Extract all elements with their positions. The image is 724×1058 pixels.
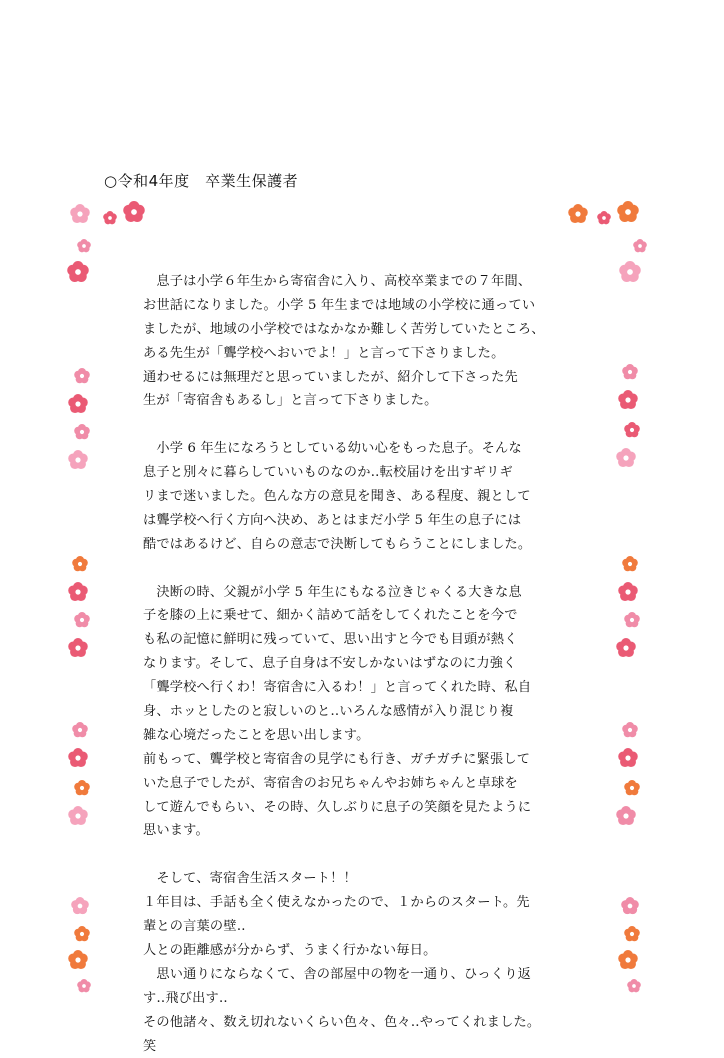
text-line: す‥飛び出す‥ [143, 987, 595, 1011]
flower-icon [624, 926, 640, 942]
text-line: 酷ではあるけど、自らの意志で決断してもらうことにしました。 [143, 533, 595, 557]
flower-icon [622, 364, 638, 380]
flower-icon [624, 780, 640, 796]
flower-icon [77, 239, 91, 253]
text-line: 前もって、聾学校と寄宿舎の見学にも行き、ガチガチに緊張して [143, 748, 595, 772]
flower-icon [71, 897, 89, 915]
text-line: なります。そして、息子自身は不安しかないはずなのに力強く [143, 652, 595, 676]
flower-icon [68, 950, 88, 970]
flower-icon [618, 582, 638, 602]
paragraph-gap [143, 413, 595, 437]
text-line: 身、ホッとしたのと寂しいのと‥いろんな感情が入り混じり複 [143, 700, 595, 724]
text-line: いた息子でしたが、寄宿舎のお兄ちゃんやお姉ちゃんと卓球を [143, 772, 595, 796]
flower-icon [618, 950, 638, 970]
paragraph-gap [143, 557, 595, 581]
text-line: は聾学校へ行く方向へ決め、あとはまだ小学 5 年生の息子には [143, 509, 595, 533]
text-line: 輩との言葉の壁‥ [143, 915, 595, 939]
text-line: そして、寄宿舎生活スタート！！ [143, 867, 595, 891]
flower-icon [624, 612, 640, 628]
paragraph [143, 437, 595, 556]
text-line: 通わせるには無理だと思っていましたが、紹介して下さった先 [143, 366, 595, 390]
paragraph [143, 867, 595, 1058]
text-line: お世話になりました。小学 5 年生までは地域の小学校に通ってい [143, 294, 595, 318]
text-line: 子を膝の上に乗せて、細かく詰めて話をしてくれたことを今で [143, 604, 595, 628]
text-line: その他諸々、数え切れないくらい色々、色々‥やってくれました。 [143, 1011, 595, 1035]
flower-icon [68, 450, 88, 470]
flower-icon [123, 201, 145, 223]
text-line: 思い通りにならなくて、舎の部屋中の物を一通り、ひっくり返 [143, 963, 595, 987]
text-line: 小学 6 年生になろうとしている幼い心をもった息子。そんな [143, 437, 595, 461]
text-line: 息子と別々に暮らしていいものなのか‥転校届けを出すギリギ [143, 461, 595, 485]
flower-icon [624, 422, 640, 438]
flower-icon [622, 722, 638, 738]
flower-icon [74, 424, 90, 440]
flower-icon [68, 806, 88, 826]
text-line: リまで迷いました。色んな方の意見を聞き、ある程度、親として [143, 485, 595, 509]
flower-icon [616, 806, 636, 826]
flower-icon [627, 979, 641, 993]
flower-icon [72, 722, 88, 738]
flower-icon [618, 748, 638, 768]
letter-body [143, 270, 595, 1058]
flower-icon [74, 926, 90, 942]
flower-icon [633, 239, 647, 253]
text-line: して遊んでもらい、その時、久しぶりに息子の笑顔を見たように [143, 796, 595, 820]
paragraph-gap [143, 843, 595, 867]
flower-icon [77, 979, 91, 993]
flower-icon [616, 638, 636, 658]
text-line: 生が「寄宿舎もあるし」と言って下さりました。 [143, 389, 595, 413]
flower-icon [68, 582, 88, 602]
flower-icon [622, 556, 638, 572]
text-line: 笑 [143, 1035, 595, 1058]
text-line: １年目は、手話も全く使えなかったので、１からのスタート。先 [143, 891, 595, 915]
flower-icon [72, 556, 88, 572]
flower-icon [597, 211, 611, 225]
text-line: 思います。 [143, 819, 595, 843]
flower-icon [618, 390, 638, 410]
flower-icon [74, 368, 90, 384]
text-line: も私の記憶に鮮明に残っていて、思い出すと今でも目頭が熱く [143, 628, 595, 652]
flower-icon [67, 261, 89, 283]
text-line: 人との距離感が分からず、うまく行かない毎日。 [143, 939, 595, 963]
flower-icon [74, 780, 90, 796]
flower-icon [68, 638, 88, 658]
flower-icon [619, 261, 641, 283]
flower-icon [616, 448, 636, 468]
flower-icon [68, 394, 88, 414]
flower-icon [70, 204, 90, 224]
paragraph [143, 581, 595, 844]
flower-icon [617, 201, 639, 223]
flower-icon [68, 748, 88, 768]
text-line: ましたが、地域の小学校ではなかなか難しく苦労していたところ、 [143, 318, 595, 342]
text-line: ある先生が「聾学校へおいでよ！」と言って下さりました。 [143, 342, 595, 366]
flower-icon [74, 612, 90, 628]
text-line: 決断の時、父親が小学 5 年生にもなる泣きじゃくる大きな息 [143, 581, 595, 605]
flower-icon [103, 211, 117, 225]
text-line: 息子は小学６年生から寄宿舎に入り、高校卒業までの７年間、 [143, 270, 595, 294]
flower-icon [568, 204, 588, 224]
paragraph [143, 270, 595, 413]
text-line: 雑な心境だったことを思い出します。 [143, 724, 595, 748]
page-heading: ○令和4年度 卒業生保護者 [104, 170, 298, 191]
text-line: 「聾学校へ行くわ！寄宿舎に入るわ！」と言ってくれた時、私自 [143, 676, 595, 700]
flower-icon [621, 897, 639, 915]
